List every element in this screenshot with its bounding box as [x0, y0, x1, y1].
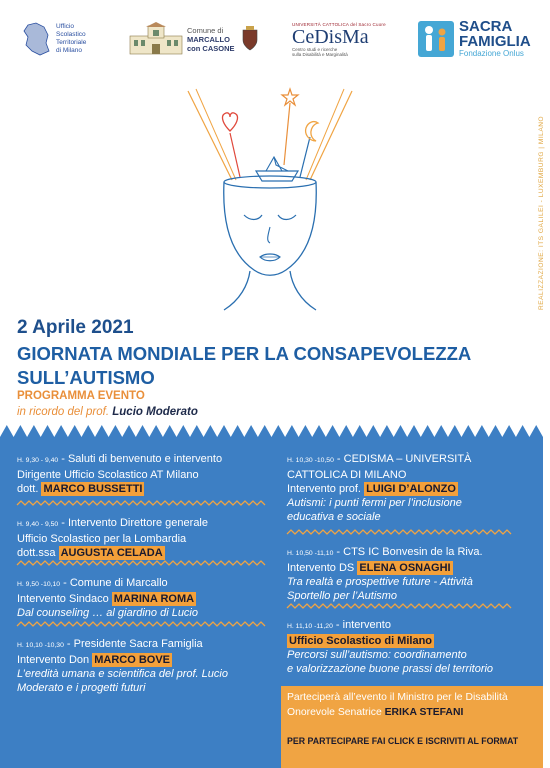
villa-building-icon	[128, 22, 184, 56]
program-time: H. 9,30 - 9,40	[17, 457, 59, 464]
program-line: Dirigente Ufficio Scolastico AT Milano	[17, 469, 199, 481]
ust-milano-logo	[22, 14, 137, 64]
sacra-line2: FAMIGLIA	[459, 33, 531, 50]
zigzag-divider	[287, 603, 507, 609]
minister-line2	[287, 707, 463, 718]
comune-line2: MARCALLO	[187, 34, 230, 44]
programma-evento-label: PROGRAMMA EVENTO	[17, 390, 145, 402]
speaker-prefix: Intervento DS	[287, 562, 355, 574]
sacra-famiglia-icon	[418, 21, 454, 57]
minister-prefix: Onorevole Senatrice	[287, 707, 382, 718]
program-time: H. 10,10 -10,30	[17, 642, 64, 649]
ust-line2: Scolastico	[56, 31, 86, 38]
sacra-famiglia-logo	[418, 14, 538, 64]
cedisma-sub1: Centro studi e ricerche	[292, 46, 338, 52]
program-time: H. 11,10 -11,20	[287, 623, 333, 630]
side-credit: REALIZZAZIONE: ITS GALILEI - LUXEMBURG | MILANO	[538, 115, 545, 310]
event-date: 2 Aprile 2021	[17, 317, 134, 338]
program-time: H. 9,50 -10,10	[17, 581, 61, 588]
speaker-name: LUIGI D’ALONZO	[366, 483, 456, 495]
talk-title: educativa e sociale	[287, 511, 381, 523]
zigzag-divider	[17, 500, 259, 506]
program-item: H. 9,50 -10,10 - Comune di Marcallo Intervento Sindaco MARINA ROMA Dal counseling … al giardino di Lucio	[17, 576, 269, 620]
cedisma-name: CeDisMa	[292, 25, 369, 48]
memory-line	[17, 406, 198, 418]
speaker-name: AUGUSTA CELADA	[60, 547, 163, 559]
program-line: Intervento Direttore generale	[67, 517, 208, 529]
comune-crest-icon	[241, 26, 259, 52]
comune-marcallo-logo	[128, 14, 268, 64]
cedisma-sub2: sulla Disabilità e Marginalità	[292, 51, 348, 57]
program-line: CEDISMA – UNIVERSITÀ	[343, 453, 472, 465]
event-title-line1: GIORNATA MONDIALE PER LA CONSAPEVOLEZZA	[17, 343, 472, 364]
speaker-prefix: Intervento prof.	[287, 483, 361, 495]
memory-prefix: in ricordo del prof.	[17, 406, 110, 418]
program-time: H. 10,50 -11,10	[287, 550, 334, 557]
zigzag-divider	[17, 560, 259, 566]
talk-title: Sportello per l’Autismo	[287, 590, 398, 602]
header-logos	[0, 0, 543, 80]
program-item: H. 10,10 -10,30 - Presidente Sacra Famiglia Intervento Don MARCO BOVE L’eredità umana e scientifica del prof. Lucio Moderato e i progetti futuri	[17, 637, 269, 695]
program-time: H. 9,40 - 9,50	[17, 521, 59, 528]
memory-name: Lucio Moderato	[112, 406, 198, 418]
speaker-name: ELENA OSNAGHI	[359, 562, 451, 574]
program-line: Ufficio Scolastico per la Lombardia	[17, 533, 187, 545]
talk-title: Autismi: i punti fermi per l’inclusione	[287, 497, 462, 509]
sacra-line1: SACRA	[459, 18, 513, 35]
speaker-name: MARCO BOVE	[94, 654, 170, 666]
program-line: intervento	[342, 619, 391, 631]
ust-line1: Ufficio	[56, 23, 74, 30]
cedisma-logo	[292, 14, 392, 64]
program-item: H. 10,50 -11,10 - CTS IC Bonvesin de la Riva. Intervento DS ELENA OSNAGHI Tra realtà e prospettive future - Attività Sportello per l’Autismo	[287, 545, 517, 603]
program-time: H. 10,30 -10,50	[287, 457, 334, 464]
speaker-prefix: Intervento Sindaco	[17, 593, 109, 605]
program-line: CTS IC Bonvesin de la Riva.	[343, 546, 483, 558]
talk-title: Moderato e i progetti futuri	[17, 682, 146, 694]
minister-name: ERIKA STEFANI	[384, 707, 464, 718]
program-item: H. 11,10 -11,20 - intervento Ufficio Scolastico di Milano Percorsi sull’autismo: coordinamento e valorizzazione buone prassi del territorio	[287, 618, 517, 676]
program-item: H. 9,30 - 9,40 - Saluti di benvenuto e intervento Dirigente Ufficio Scolastico AT Milano dott. MARCO BUSSETTI	[17, 452, 269, 496]
minister-line1: Parteciperà all’evento il Ministro per le Disabilità	[287, 692, 508, 703]
event-title-line2: SULL’AUTISMO	[17, 367, 155, 388]
head-illustration	[170, 85, 370, 320]
program-line: CATTOLICA DI MILANO	[287, 469, 407, 481]
lombardia-map-icon	[22, 21, 52, 57]
speaker-name: MARCO BUSSETTI	[43, 483, 143, 495]
program-line: Saluti di benvenuto e intervento	[67, 453, 223, 465]
speaker-prefix: Intervento Don	[17, 654, 90, 666]
program-line: Presidente Sacra Famiglia	[73, 638, 203, 650]
zigzag-divider	[287, 529, 507, 535]
comune-line1: Comune di	[187, 25, 224, 35]
speaker-name: Ufficio Scolastico di Milano	[289, 635, 433, 647]
cedisma-university: UNIVERSITÀ CATTOLICA del Sacro Cuore	[292, 21, 386, 27]
talk-title: L’eredità umana e scientifica del prof. Lucio	[17, 668, 228, 680]
speaker-prefix: dott.	[17, 483, 39, 495]
zigzag-divider	[17, 621, 259, 627]
program-line: Comune di Marcallo	[69, 577, 168, 589]
program-item: H. 10,30 -10,50 - CEDISMA – UNIVERSITÀ CATTOLICA DI MILANO Intervento prof. LUIGI D’ALONZO Autismi: i punti fermi per l’inclusione educativa e sociale	[287, 452, 517, 524]
speaker-prefix: dott.ssa	[17, 547, 56, 559]
minister-box	[281, 686, 543, 768]
ust-line4: di Milano	[56, 47, 83, 54]
ust-line3: Territoriale	[56, 39, 87, 46]
sacra-line3: Fondazione Onlus	[459, 49, 524, 58]
program-item: H. 9,40 - 9,50 - Intervento Direttore generale Ufficio Scolastico per la Lombardia dott.ssa AUGUSTA CELADA	[17, 516, 269, 560]
talk-title: e valorizzazione buone prassi del territorio	[287, 663, 494, 675]
comune-line3: con CASONE	[187, 43, 235, 53]
talk-title: Dal counseling … al giardino di Lucio	[17, 607, 198, 619]
talk-title: Tra realtà e prospettive future - Attività	[287, 576, 473, 588]
talk-title: Percorsi sull’autismo: coordinamento	[287, 649, 467, 661]
register-cta[interactable]: PER PARTECIPARE FAI CLICK E ISCRIVITI AL FORMAT	[287, 736, 519, 746]
speaker-name: MARINA ROMA	[113, 593, 195, 605]
